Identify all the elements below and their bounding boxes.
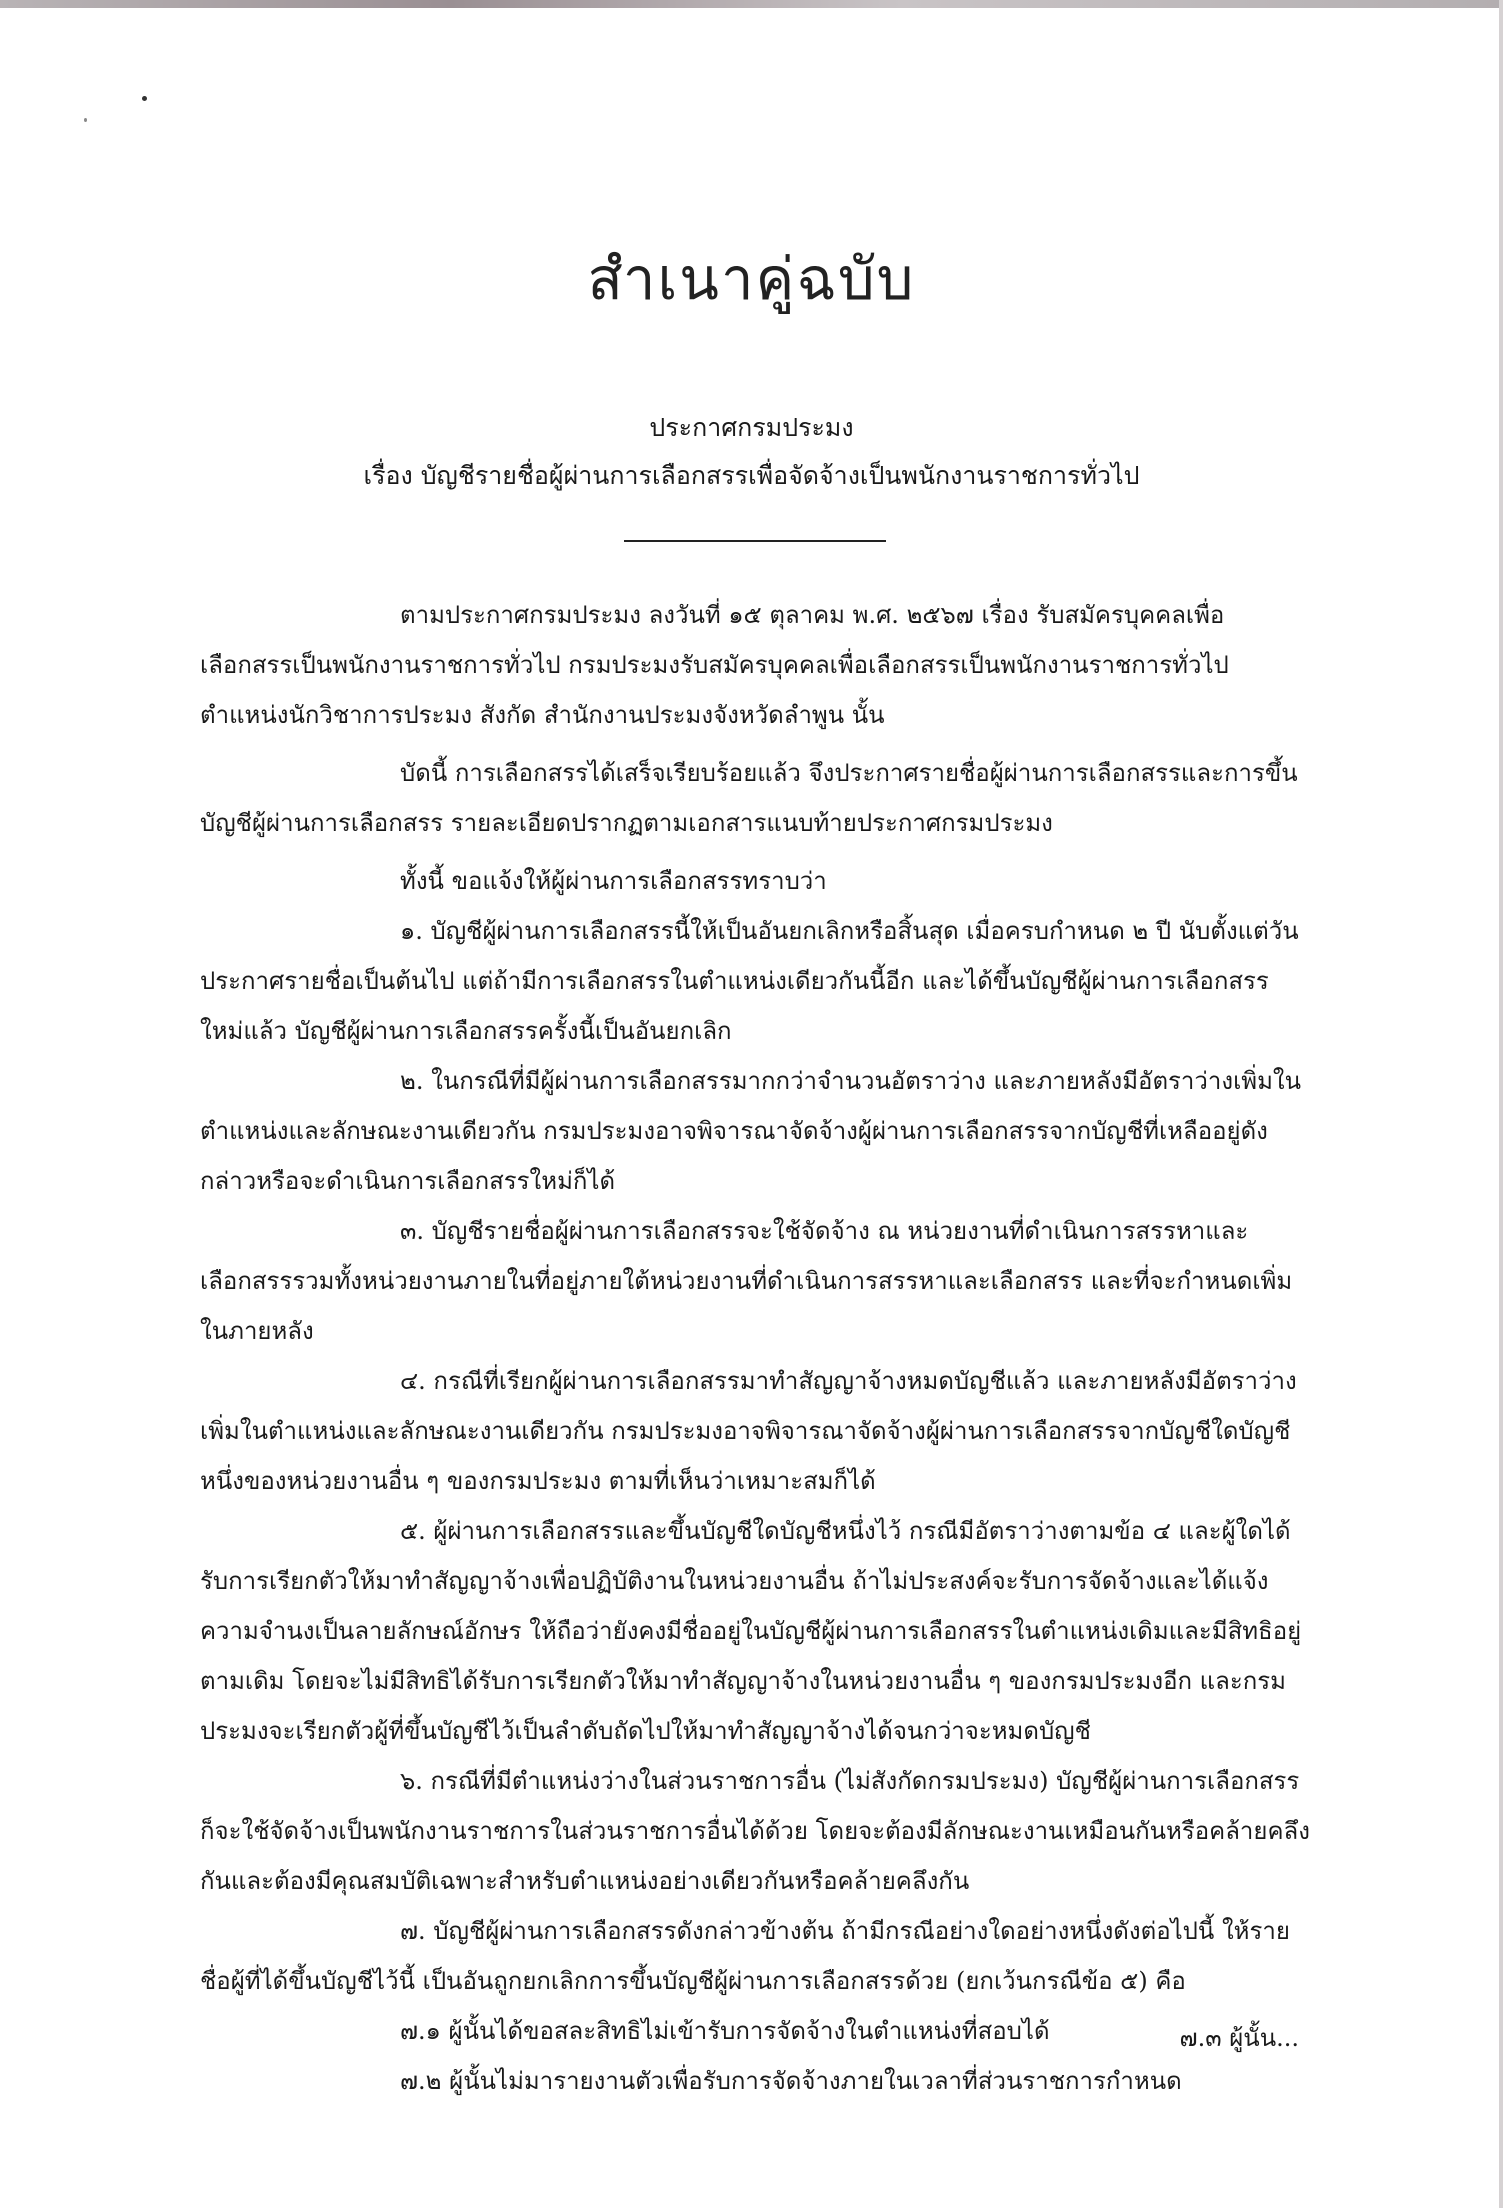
item-3: ๓. บัญชีรายชื่อผู้ผ่านการเลือกสรรจะใช้จัดจ้าง ณ หน่วยงานที่ดำเนินการสรรหาและเลือกสรรรวมทั้งหน่วยงานภายในที่อยู่ภายใต้หน่วยงานที่ดำเนินการสรรหาและเลือกสรร และที่จะกำหนดเพิ่มในภายหลัง (200, 1217, 1293, 1345)
paragraph-notice: ทั้งนี้ ขอแจ้งให้ผู้ผ่านการเลือกสรรทราบว่า (400, 867, 827, 895)
subject-line: เรื่อง บัญชีรายชื่อผู้ผ่านการเลือกสรรเพื่อจัดจ้างเป็นพนักงานราชการทั่วไป (363, 461, 1140, 490)
item-5: ๕. ผู้ผ่านการเลือกสรรและขึ้นบัญชีใดบัญชีหนึ่งไว้ กรณีมีอัตราว่างตามข้อ ๔ และผู้ใดได้รับการเรียกตัวให้มาทำสัญญาจ้างเพื่อปฏิบัติงานในหน่วยงานอื่น ถ้าไม่ประสงค์จะรับการจัดจ้างและได้แจ้งความจำนงเป็นลายลักษณ์อักษร ให้ถือว่ายังคงมีชื่ออยู่ในบัญชีผู้ผ่านการเลือกสรรในตำแหน่งเดิมและมีสิทธิอยู่ตามเดิม โดยจะไม่มีสิทธิได้รับการเรียกตัวให้มาทำสัญญาจ้างในหน่วยงานอื่น ๆ ของกรมประมงอีก และกรมประมงจะเรียกตัวผู้ที่ขึ้นบัญชีไว้เป็นลำดับถัดไปให้มาทำสัญญาจ้างได้จนกว่าจะหมดบัญชี (200, 1517, 1302, 1745)
scan-speck (142, 96, 147, 101)
document-body (200, 590, 1310, 2106)
item-2: ๒. ในกรณีที่มีผู้ผ่านการเลือกสรรมากกว่าจำนวนอัตราว่าง และภายหลังมีอัตราว่างเพิ่มในตำแหน่งและลักษณะงานเดียวกัน กรมประมงอาจพิจารณาจัดจ้างผู้ผ่านการเลือกสรรจากบัญชีที่เหลืออยู่ดังกล่าวหรือจะดำเนินการเลือกสรรใหม่ก็ได้ (200, 1067, 1302, 1195)
title-divider (624, 540, 886, 542)
sub-item-7-2: ๗.๒ ผู้นั้นไม่มารายงานตัวเพื่อรับการจัดจ้างภายในเวลาที่ส่วนราชการกำหนด (400, 2067, 1182, 2095)
scan-top-edge (0, 0, 1503, 8)
scan-right-edge (1499, 0, 1503, 2208)
item-4: ๔. กรณีที่เรียกผู้ผ่านการเลือกสรรมาทำสัญญาจ้างหมดบัญชีแล้ว และภายหลังมีอัตราว่างเพิ่มในตำแหน่งและลักษณะงานเดียวกัน กรมประมงอาจพิจารณาจัดจ้างผู้ผ่านการเลือกสรรจากบัญชีใดบัญชีหนึ่งของหน่วยงานอื่น ๆ ของกรมประมง ตามที่เห็นว่าเหมาะสมก็ได้ (200, 1367, 1297, 1495)
item-7: ๗. บัญชีผู้ผ่านการเลือกสรรดังกล่าวข้างต้น ถ้ามีกรณีอย่างใดอย่างหนึ่งดังต่อไปนี้ ให้รายชื่อผู้ที่ได้ขึ้นบัญชีไว้นี้ เป็นอันถูกยกเลิกการขึ้นบัญชีผู้ผ่านการเลือกสรรด้วย (ยกเว้นกรณีข้อ ๕) คือ (200, 1917, 1290, 1995)
announcement-title: ประกาศกรมประมง (649, 413, 854, 442)
paragraph-announcement: บัดนี้ การเลือกสรรได้เสร็จเรียบร้อยแล้ว จึงประกาศรายชื่อผู้ผ่านการเลือกสรรและการขึ้นบัญชีผู้ผ่านการเลือกสรร รายละเอียดปรากฏตามเอกสารแนบท้ายประกาศกรมประมง (200, 759, 1298, 837)
continuation-reference: ๗.๓ ผู้นั้น... (1179, 2024, 1299, 2052)
paragraph-intro: ตามประกาศกรมประมง ลงวันที่ ๑๕ ตุลาคม พ.ศ. ๒๕๖๗ เรื่อง รับสมัครบุคคลเพื่อเลือกสรรเป็นพนักงานราชการทั่วไป กรมประมงรับสมัครบุคคลเพื่อเลือกสรรเป็นพนักงานราชการทั่วไป ตำแหน่งนักวิชาการประมง สังกัด สำนักงานประมงจังหวัดลำพูน นั้น (200, 601, 1229, 729)
sub-item-7-1: ๗.๑ ผู้นั้นได้ขอสละสิทธิไม่เข้ารับการจัดจ้างในตำแหน่งที่สอบได้ (400, 2017, 1050, 2045)
item-1: ๑. บัญชีผู้ผ่านการเลือกสรรนี้ให้เป็นอันยกเลิกหรือสิ้นสุด เมื่อครบกำหนด ๒ ปี นับตั้งแต่วันประกาศรายชื่อเป็นต้นไป แต่ถ้ามีการเลือกสรรในตำแหน่งเดียวกันนี้อีก และได้ขึ้นบัญชีผู้ผ่านการเลือกสรรใหม่แล้ว บัญชีผู้ผ่านการเลือกสรรครั้งนี้เป็นอันยกเลิก (200, 917, 1299, 1045)
scan-speck (84, 118, 87, 122)
copy-stamp: สำเนาคู่ฉบับ (587, 245, 916, 313)
item-6: ๖. กรณีที่มีตำแหน่งว่างในส่วนราชการอื่น (ไม่สังกัดกรมประมง) บัญชีผู้ผ่านการเลือกสรรก็จะใช้จัดจ้างเป็นพนักงานราชการในส่วนราชการอื่นได้ด้วย โดยจะต้องมีลักษณะงานเหมือนกันหรือคล้ายคลึงกันและต้องมีคุณสมบัติเฉพาะสำหรับตำแหน่งอย่างเดียวกันหรือคล้ายคลึงกัน (200, 1767, 1310, 1895)
